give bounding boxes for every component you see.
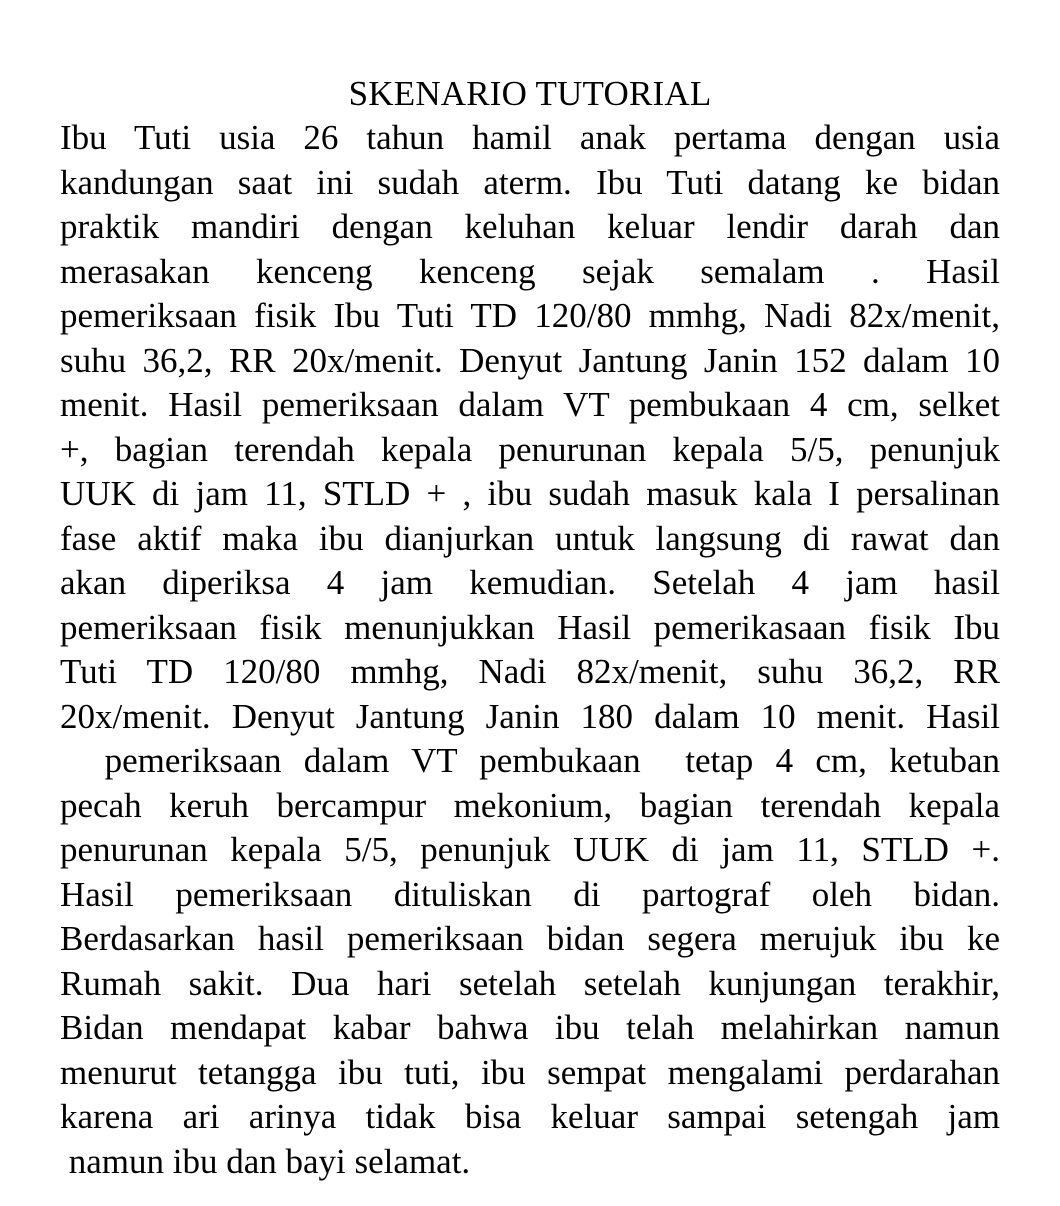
paragraph-line: suhu 36,2, RR 20x/menit. Denyut Jantung Janin 152 dalam 10	[60, 340, 1000, 380]
document-title: SKENARIO TUTORIAL	[348, 74, 712, 113]
paragraph-line: menurut tetangga ibu tuti, ibu sempat mengalami perdarahan	[60, 1052, 1000, 1092]
paragraph-line: kandungan saat ini sudah aterm. Ibu Tuti datang ke bidan	[60, 162, 1000, 202]
paragraph-line: Hasil pemeriksaan dituliskan di partograf oleh bidan.	[60, 874, 1000, 914]
paragraph-line: pemeriksaan dalam VT pembukaan tetap 4 cm, ketuban	[60, 741, 1000, 780]
paragraph-line: pemeriksaan fisik Ibu Tuti TD 120/80 mmhg, Nadi 82x/menit,	[60, 296, 1000, 335]
paragraph-line: pecah keruh bercampur mekonium, bagian terendah kepala	[60, 785, 1000, 825]
paragraph-line-last: namun ibu dan bayi selamat.	[60, 1141, 471, 1181]
paragraph-line: +, bagian terendah kepala penurunan kepala 5/5, penunjuk	[60, 429, 1000, 469]
paragraph-line: UUK di jam 11, STLD + , ibu sudah masuk kala I persalinan	[60, 474, 1000, 513]
paragraph-line: karena ari arinya tidak bisa keluar sampai setengah jam	[60, 1097, 1000, 1136]
paragraph-line: praktik mandiri dengan keluhan keluar lendir darah dan	[60, 207, 1000, 246]
scenario-paragraph	[60, 116, 1000, 1184]
paragraph-line: akan diperiksa 4 jam kemudian. Setelah 4 jam hasil	[60, 563, 1000, 602]
paragraph-line: fase aktif maka ibu dianjurkan untuk langsung di rawat dan	[60, 518, 1000, 558]
paragraph-line: penurunan kepala 5/5, penunjuk UUK di jam 11, STLD +.	[60, 830, 1000, 869]
paragraph-line: menit. Hasil pemeriksaan dalam VT pembukaan 4 cm, selket	[60, 385, 1000, 424]
paragraph-line: Tuti TD 120/80 mmhg, Nadi 82x/menit, suhu 36,2, RR	[60, 652, 1000, 691]
paragraph-line: Bidan mendapat kabar bahwa ibu telah melahirkan namun	[60, 1008, 1000, 1047]
paragraph-line: Berdasarkan hasil pemeriksaan bidan segera merujuk ibu ke	[60, 919, 1000, 958]
paragraph-line: 20x/menit. Denyut Jantung Janin 180 dalam 10 menit. Hasil	[60, 696, 1000, 736]
paragraph-line: Ibu Tuti usia 26 tahun hamil anak pertama dengan usia	[60, 118, 1000, 157]
paragraph-line: merasakan kenceng kenceng sejak semalam . Hasil	[60, 251, 1000, 291]
paragraph-line: Rumah sakit. Dua hari setelah setelah kunjungan terakhir,	[60, 963, 1000, 1003]
paragraph-line: pemeriksaan fisik menunjukkan Hasil pemerikasaan fisik Ibu	[60, 607, 1000, 647]
